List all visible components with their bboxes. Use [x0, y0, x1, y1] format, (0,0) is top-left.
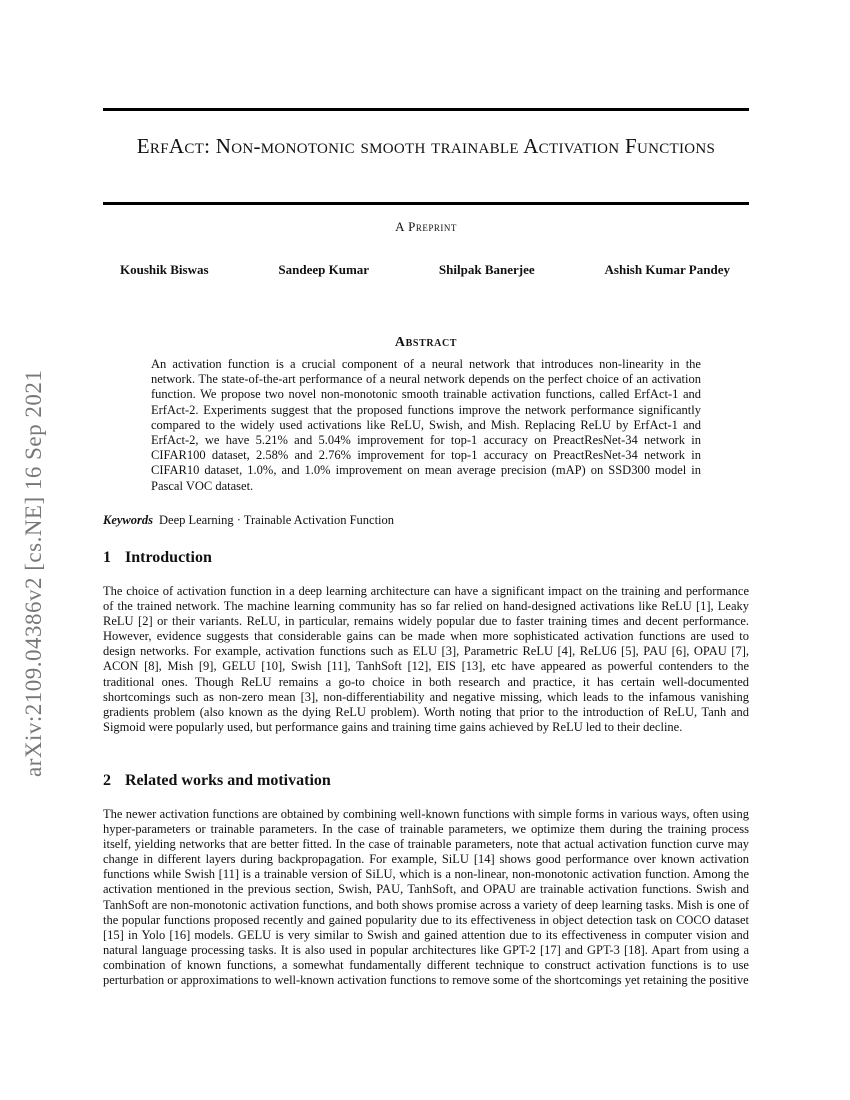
- abstract-text: An activation function is a crucial component of a neural network that introduces non-linearity in the network. The state-of-the-art performance of a neural network depends on the perfect choice of an activation function. We propose two novel non-monotonic smooth trainable activation functions, called ErfAct-1 and ErfAct-2. Experiments suggest that the proposed functions improve the network performance significantly compared to the widely used activations like ReLU, Swish, and Mish. Replacing ReLU by ErfAct-1 and ErfAct-2, we have 5.21% and 5.04% improvement for top-1 accuracy on PreactResNet-34 network in CIFAR100 dataset, 2.58% and 2.76% improvement for top-1 accuracy on PreactResNet-34 network in CIFAR10 dataset, 1.0%, and 1.0% improvement on mean average precision (mAP) on SSD300 model in Pascal VOC dataset.: [151, 357, 701, 493]
- section-heading-related-works: [103, 772, 749, 790]
- related-works-text: The newer activation functions are obtained by combining well-known functions with simple forms in various ways, often using hyper-parameters or trainable parameters. In the case of trainable parameters, we optimize them during the training process itself, yielding networks that are better fitted. In the case of trainable parameters, note that actual activation function curve may change in different layers during backpropagation. For example, SiLU [14] shows good performance over known activation functions while Swish [11] is a trainable version of SiLU, which is a non-linear, non-monotonic activation function. Among the activation mentioned in the previous section, Swish, PAU, TanhSoft, and OPAU are trainable activation functions. Swish and TanhSoft are non-monotonic activation functions, and both shows promise across a variety of deep learning tasks. Mish is one of the popular functions proposed recently and gained popularity due to its effectiveness in object detection task on COCO dataset [15] in Yolo [16] models. GELU is very similar to Swish and gained attention due to its effectiveness in computer vision and natural language processing tasks. It is also used in popular architectures like GPT-2 [17] and GPT-3 [18]. Apart from using a combination of known functions, a somewhat fundamentally different technique to construct activation functions is to use perturbation or approximations to well-known activation functions to remove some of the shortcomings yet retaining the positive: [103, 807, 749, 988]
- section-number: 1: [103, 549, 111, 566]
- keywords-text: Deep Learning · Trainable Activation Function: [159, 513, 395, 527]
- keywords-line: [103, 513, 749, 528]
- author-name: Shilpak Banerjee: [438, 262, 535, 277]
- author-name: Koushik Biswas: [120, 262, 209, 277]
- author-name: Ashish Kumar Pandey: [604, 262, 730, 277]
- paper-title: ErfAct: Non-monotonic smooth trainable Activation Functions: [136, 134, 716, 158]
- abstract-heading: Abstract: [394, 335, 458, 350]
- author-name: Sandeep Kumar: [278, 262, 370, 277]
- introduction-text: The choice of activation function in a deep learning architecture can have a significant impact on the training and performance of the trained network. The machine learning community has so far relied on hand-designed activations like ReLU [1], Leaky ReLU [2] or their variants. ReLU, in particular, remains widely popular due to faster training times and decent performance. However, evidence suggests that considerable gains can be made when more sophisticated activation functions are used to design networks. For example, activation functions such as ELU [3], Parametric ReLU [4], ReLU6 [5], PAU [6], OPAU [7], ACON [8], Mish [9], GELU [10], Swish [11], TanhSoft [12], EIS [13], etc have appeared as powerful contenders to the traditional ones. Though ReLU remains a go-to choice in both research and practice, it has certain well-documented shortcomings such as non-zero mean [3], non-differentiability and negative missing, which leads to the infamous vanishing gradients problem (also known as the dying ReLU problem). Worth noting that prior to the introduction of ReLU, Tanh and Sigmoid were popularly used, but performance gains and training time gains achieved by ReLU led to their decline.: [103, 584, 749, 734]
- section-heading-introduction: [103, 549, 749, 567]
- keywords-label: Keywords: [103, 513, 153, 527]
- preprint-label: A Preprint: [395, 219, 457, 234]
- arxiv-sidebar-stamp: arXiv:2109.04386v2 [cs.NE] 16 Sep 2021: [21, 369, 46, 777]
- author-list: [120, 262, 730, 278]
- section-number: 2: [103, 772, 111, 789]
- section-title: Introduction: [125, 549, 212, 566]
- title-top-rule: [103, 108, 749, 111]
- section-title: Related works and motivation: [125, 772, 331, 789]
- title-bottom-rule: [103, 202, 749, 205]
